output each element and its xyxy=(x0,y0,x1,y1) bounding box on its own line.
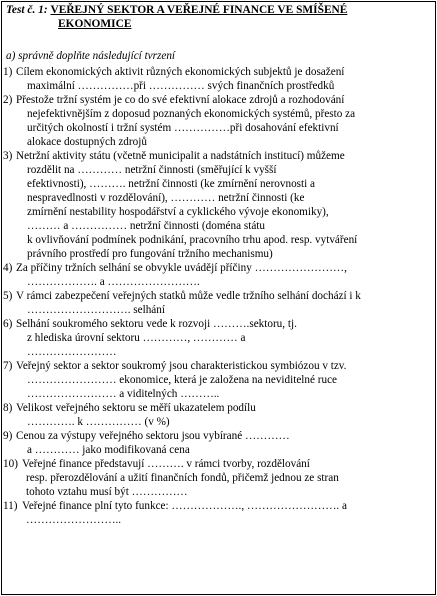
question-line: Veřejný sektor a sektor soukromý jsou charakteristickou symbiózou v tzv. xyxy=(16,360,347,372)
document-page xyxy=(1,1,436,595)
question-line: Veřejné finance představují ………. v rámci tvorby, rozdělování xyxy=(22,458,310,470)
question-line: Selhání soukromého sektoru vede k rozvoji ……….sektoru, tj. xyxy=(16,318,297,330)
question-line: maximální ……………při …………… svých finančních prostředků xyxy=(27,80,335,92)
question-line: ………………. a ……………………. xyxy=(27,276,200,288)
question-line: rozdělit na ………… netržní činnosti (směřující k vyšší xyxy=(27,164,277,176)
question-number: 11) xyxy=(3,500,18,512)
question-line: tohoto vztahu musí být …………… xyxy=(26,486,188,498)
question-line: …………. k …………… (v %) xyxy=(27,416,170,428)
question-line: ……… a …………… netržní činnosti (doména státu xyxy=(27,220,266,232)
question-line: ………………………. selhání xyxy=(27,304,165,316)
question-line: resp. přerozdělování a užití finančních fondů, přičemž jednou ze stran xyxy=(26,472,339,484)
question-line: Cílem ekonomických aktivit různých ekonomických subjektů je dosažení xyxy=(16,66,345,78)
question-line: Veřejné finance plní tyto funkce: ………………., ……………………. a xyxy=(22,500,347,512)
question-number: 5) xyxy=(3,290,13,302)
title-line-1: VEŘEJNÝ SEKTOR A VEŘEJNÉ FINANCE VE SMÍŠENÉ xyxy=(50,4,348,16)
question-line: a ………… jako modifikovaná cena xyxy=(27,444,190,456)
question-line: alokace dostupných zdrojů xyxy=(27,136,147,148)
question-number: 2) xyxy=(3,94,13,106)
question-line: z hlediska úrovní sektoru …………, ………… a xyxy=(27,332,246,344)
question-item xyxy=(2,429,436,457)
question-number: 3) xyxy=(3,150,13,162)
question-item xyxy=(2,261,436,289)
question-item xyxy=(2,289,436,317)
question-number: 6) xyxy=(3,318,13,330)
question-line: …………………….. xyxy=(26,514,122,526)
question-line: nejefektivnějším z doposud poznaných ekonomických systémů, přesto za xyxy=(27,108,356,120)
test-number: Test č. 1: xyxy=(6,4,51,16)
question-item xyxy=(2,93,436,149)
question-number: 7) xyxy=(3,360,13,372)
question-item xyxy=(2,499,436,527)
question-line: Cenou za výstupy veřejného sektoru jsou vybírané ………… xyxy=(16,430,290,442)
question-line: nespravedlnosti v rozdělování), ………… netržní činnosti (ke xyxy=(27,192,305,204)
question-line: Velikost veřejného sektoru se měří ukazatelem podílu xyxy=(16,402,256,414)
question-line: právního prostředí pro fungování tržního mechanismu) xyxy=(27,248,273,260)
question-number: 9) xyxy=(3,430,13,442)
question-line: zmírnění nestability hospodářství a cyklického vývoje ekonomiky), xyxy=(27,206,329,218)
question-line: Netržní aktivity státu (včetně municipalit a nadstátních institucí) můžeme xyxy=(16,150,345,162)
question-number: 8) xyxy=(3,402,13,414)
question-line: efektivnosti), ………. netržní činnosti (ke zmírnění nerovnosti a xyxy=(27,178,316,190)
question-line: …………………… xyxy=(27,346,117,358)
question-line: …………………… ekonomice, která je založena na neviditelné ruce xyxy=(27,374,338,386)
question-item xyxy=(2,457,436,499)
question-line: k ovlivňování podmínek podnikání, pracovního trhu apod. resp. vytváření xyxy=(27,234,358,246)
instruction: a) správně doplňte následující tvrzení xyxy=(6,50,176,62)
question-item xyxy=(2,317,436,359)
question-line: Přestože tržní systém je co do své efektivní alokace zdrojů a rozhodování xyxy=(16,94,345,106)
test-title xyxy=(6,3,434,31)
question-item xyxy=(2,359,436,401)
question-line: určitých okolností i tržní systém ……………při dosahování efektivní xyxy=(27,122,339,134)
title-line-2: EKONOMICE xyxy=(58,18,132,30)
question-item xyxy=(2,149,436,261)
question-list xyxy=(2,65,436,527)
question-item xyxy=(2,65,436,93)
question-line: Za příčiny tržních selhání se obvykle uvádějí příčiny ……………………, xyxy=(16,262,347,274)
question-line: …………………… a viditelných ……….. xyxy=(27,388,220,400)
question-number: 10) xyxy=(3,458,18,470)
question-line: V rámci zabezpečení veřejných statků může vedle tržního selhání dochází i k xyxy=(16,290,361,302)
question-item xyxy=(2,401,436,429)
question-number: 4) xyxy=(3,262,13,274)
question-number: 1) xyxy=(3,66,13,78)
